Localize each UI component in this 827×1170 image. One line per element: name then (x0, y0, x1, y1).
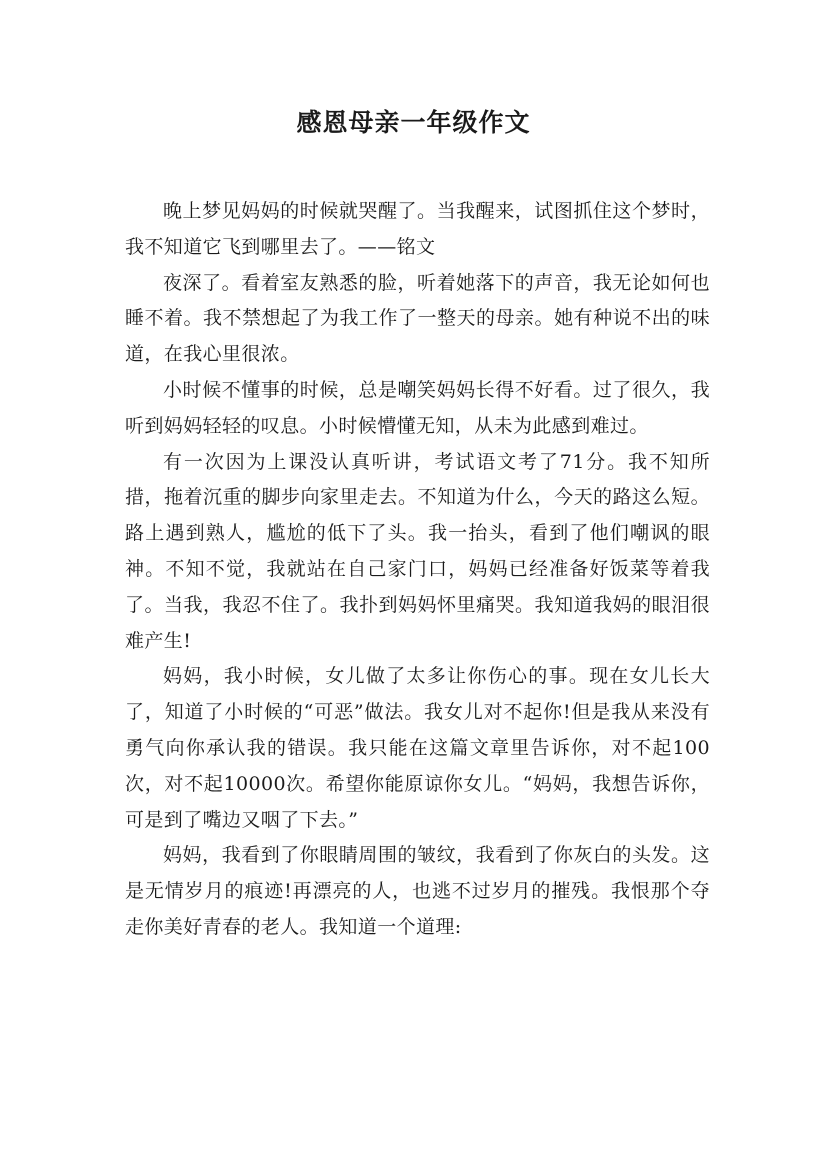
paragraph: 小时候不懂事的时候，总是嘲笑妈妈长得不好看。过了很久，我听到妈妈轻轻的叹息。小时候懵懂无知，从未为此感到难过。 (125, 378, 710, 437)
paragraph: 妈妈，我看到了你眼睛周围的皱纹，我看到了你灰白的头发。这是无情岁月的痕迹!再漂亮的人，也逃不过岁月的摧残。我恨那个夺走你美好青春的老人。我知道一个道理: (125, 844, 710, 938)
paragraph: 妈妈，我小时候，女儿做了太多让你伤心的事。现在女儿长大了，知道了小时候的“可恶”做法。我女儿对不起你!但是我从来没有勇气向你承认我的错误。我只能在这篇文章里告诉你，对不起100次，对不起10000次。希望你能原谅你女儿。“妈妈，我想告诉你，可是到了嘴边又咽了下去。” (125, 665, 710, 831)
paragraph: 夜深了。看着室友熟悉的脸，听着她落下的声音，我无论如何也睡不着。我不禁想起了为我工作了一整天的母亲。她有种说不出的味道，在我心里很浓。 (125, 271, 710, 366)
paragraph: 有一次因为上课没认真听讲，考试语文考了71分。我不知所措，拖着沉重的脚步向家里走去。不知道为什么，今天的路这么短。路上遇到熟人，尴尬的低下了头。我一抬头，看到了他们嘲讽的眼神。不知不觉，我就站在自己家门口，妈妈已经准备好饭菜等着我了。当我，我忍不住了。我扑到妈妈怀里痛哭。我知道我妈的眼泪很难产生! (125, 450, 710, 652)
document-body (125, 194, 710, 946)
document-title: 感恩母亲一年级作文 (296, 108, 531, 137)
paragraph: 晚上梦见妈妈的时候就哭醒了。当我醒来，试图抓住这个梦时，我不知道它飞到哪里去了。——铭文 (125, 200, 710, 258)
